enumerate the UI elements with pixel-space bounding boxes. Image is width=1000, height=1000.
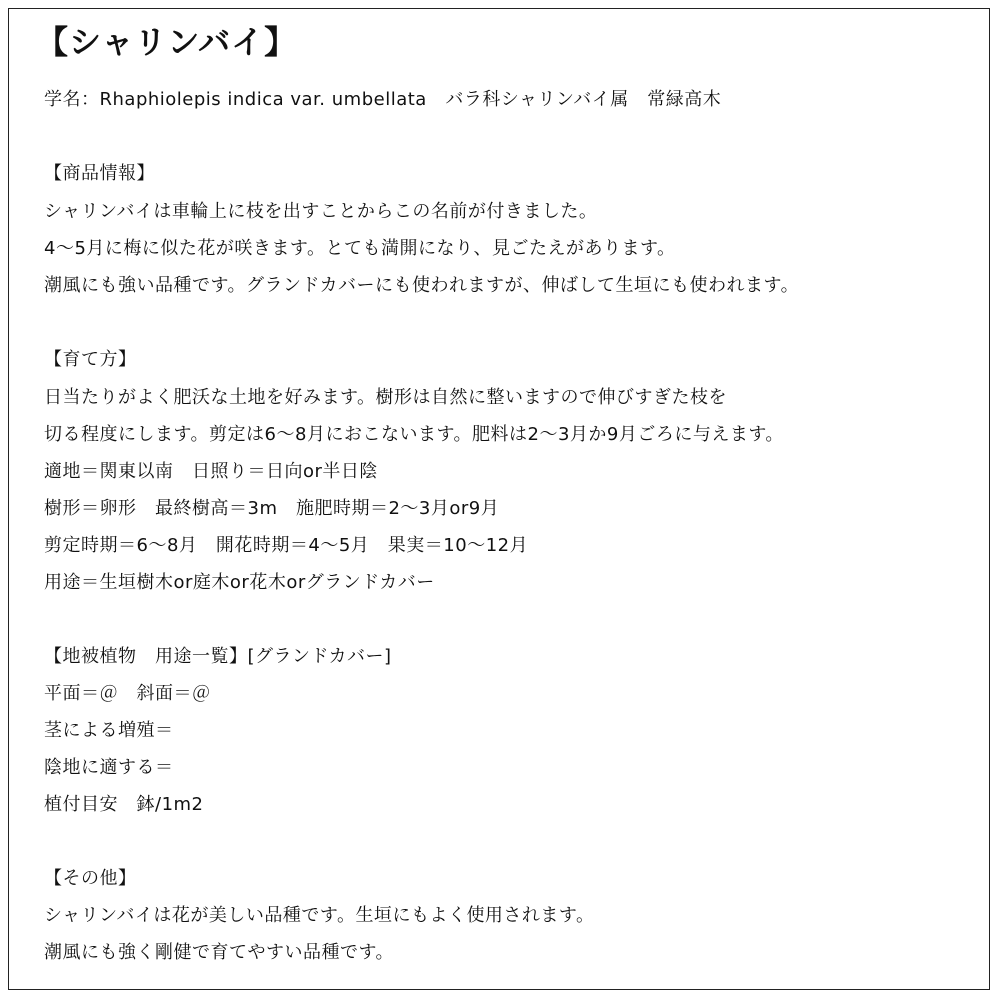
care-line: 剪定時期＝6～8月 開花時期＝4～5月 果実＝10～12月 — [44, 535, 529, 556]
other-heading: 【その他】 — [44, 868, 137, 889]
care-heading: 【育て方】 — [44, 349, 137, 370]
ground-cover-heading: 【地被植物 用途一覧】[グランドカバー] — [44, 646, 392, 667]
page-title: 【シャリンバイ】 — [36, 23, 298, 61]
ground-cover-line: 陰地に適する＝ — [44, 757, 174, 778]
ground-cover-line: 植付目安 鉢/1m2 — [44, 794, 204, 815]
other-line: 潮風にも強く剛健で育てやすい品種です。 — [44, 942, 395, 963]
other-line: シャリンバイは花が美しい品種です。生垣にもよく使用されます。 — [44, 905, 595, 926]
product-info-line: 4～5月に梅に似た花が咲きます。とても満開になり、見ごたえがあります。 — [44, 238, 676, 259]
care-line: 切る程度にします。剪定は6～8月におこないます。肥料は2～3月か9月ごろに与えます。 — [44, 424, 784, 445]
care-line: 日当たりがよく肥沃な土地を好みます。樹形は自然に整いますので伸びすぎた枝を — [44, 387, 728, 408]
scientific-name: 学名：Rhaphiolepis indica var. umbellata バラ科シャリンバイ属 常緑高木 — [44, 89, 722, 110]
ground-cover-line: 茎による増殖＝ — [44, 720, 174, 741]
care-line: 樹形＝卵形 最終樹高＝3m 施肥時期＝2～3月or9月 — [44, 498, 500, 519]
care-line: 用途＝生垣樹木or庭木or花木orグランドカバー — [44, 572, 435, 593]
ground-cover-line: 平面＝＠ 斜面＝＠ — [44, 683, 211, 704]
care-line: 適地＝関東以南 日照り＝日向or半日陰 — [44, 461, 378, 482]
product-info-line: シャリンバイは車輪上に枝を出すことからこの名前が付きました。 — [44, 201, 598, 222]
product-info-line: 潮風にも強い品種です。グランドカバーにも使われますが、伸ばして生垣にも使われます。 — [44, 275, 800, 296]
product-info-heading: 【商品情報】 — [44, 163, 155, 184]
